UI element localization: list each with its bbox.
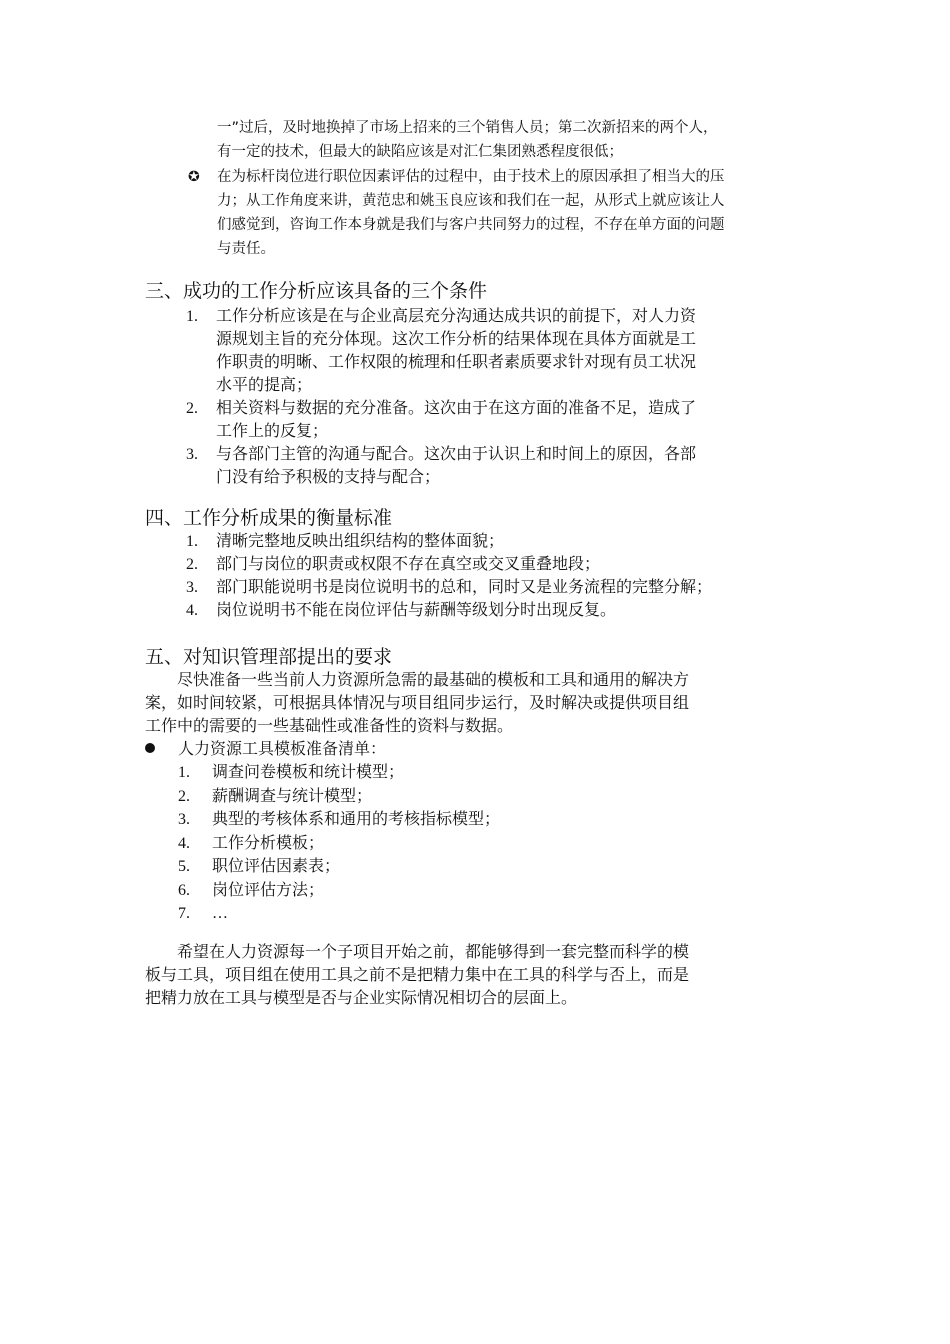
list-number: 5. xyxy=(178,858,190,875)
text-line: 门没有给予积极的支持与配合； xyxy=(216,469,441,486)
list-item xyxy=(186,576,816,599)
list-number: 2. xyxy=(186,400,198,417)
list-number: 3. xyxy=(186,446,198,463)
list-item-text: 岗位评估方法； xyxy=(212,881,325,899)
text-line: 希望在人力资源每一个子项目开始之前，都能够得到一套完整而科学的模 xyxy=(145,944,690,961)
bullet-dot-icon xyxy=(145,743,155,753)
text-line: 清晰完整地反映出组织结构的整体面貌； xyxy=(216,533,505,550)
list-number: 6. xyxy=(178,881,190,899)
continuation-paragraph xyxy=(217,117,807,164)
list-number: 2. xyxy=(178,787,190,805)
text-line: 作职责的明晰、工作权限的梳理和任职者素质要求针对现有员工状况 xyxy=(216,354,697,371)
text-line: 工作分析应该是在与企业高层充分沟通达成共识的前提下，对人力资 xyxy=(216,308,697,325)
text-line: 部门与岗位的职责或权限不存在真空或交叉重叠地段； xyxy=(216,556,601,573)
text-line: 与责任。 xyxy=(217,241,275,257)
list-item xyxy=(186,443,816,489)
star-bullet-icon: ✪ xyxy=(188,169,200,185)
text-line: 一”过后，及时地换掉了市场上招来的三个销售人员；第二次新招来的两个人， xyxy=(217,120,718,136)
text-line: 尽快准备一些当前人力资源所急需的最基础的模板和工具和通用的解决方 xyxy=(145,672,690,689)
list-item xyxy=(186,599,816,622)
list-number: 3. xyxy=(186,579,198,596)
text-line: 有一定的技术，但最大的缺陷应该是对汇仁集团熟悉程度很低； xyxy=(217,143,623,160)
list-item xyxy=(178,855,500,879)
text-line: 与各部门主管的沟通与配合。这次由于认识上和时间上的原因，各部 xyxy=(216,446,697,463)
list-item xyxy=(178,832,500,856)
list-item-text: … xyxy=(212,905,228,922)
list-number: 4. xyxy=(178,834,190,852)
text-line: 工作中的需要的一些基础性或准备性的资料与数据。 xyxy=(145,718,514,735)
section-heading: 五、对知识管理部提出的要求 xyxy=(145,647,393,668)
bullet-item xyxy=(145,738,386,761)
list-number: 1. xyxy=(186,533,198,550)
text-line: 板与工具，项目组在使用工具之前不是把精力集中在工具的科学与否上，而是 xyxy=(145,967,690,984)
closing-paragraph xyxy=(145,941,810,1010)
text-line: 们感觉到，咨询工作本身就是我们与客户共同努力的过程，不存在单方面的问题 xyxy=(217,217,725,233)
list-item-text: 调查问卷模板和统计模型； xyxy=(212,764,405,781)
text-line: 在为标杆岗位进行职位因素评估的过程中，由于技术上的原因承担了相当大的压 xyxy=(217,169,725,185)
text-line: 案，如时间较紧，可根据具体情况与项目组同步运行，及时解决或提供项目组 xyxy=(145,695,690,712)
text-line: 岗位说明书不能在岗位评估与薪酬等级划分时出现反复。 xyxy=(216,602,617,619)
text-line: 把精力放在工具与模型是否与企业实际情况相切合的层面上。 xyxy=(145,990,578,1007)
text-line: 工作上的反复； xyxy=(216,423,329,440)
list-number: 4. xyxy=(186,602,198,619)
list-item xyxy=(186,305,816,397)
list-item xyxy=(178,902,500,926)
section-heading: 四、工作分析成果的衡量标准 xyxy=(145,508,393,529)
list-item xyxy=(178,879,500,903)
text-line: 力；从工作角度来讲，黄范忠和姚玉良应该和我们在一起，从形式上就应该让人 xyxy=(217,193,725,209)
list-number: 7. xyxy=(178,905,190,922)
section-paragraph xyxy=(145,669,810,738)
numbered-list xyxy=(186,530,816,622)
list-item xyxy=(186,397,816,443)
list-item-text: 典型的考核体系和通用的考核指标模型； xyxy=(212,811,501,828)
text-line: 水平的提高； xyxy=(216,377,313,394)
list-item xyxy=(178,785,500,809)
list-item xyxy=(186,530,816,553)
list-item xyxy=(186,553,816,576)
list-number: 1. xyxy=(186,308,198,325)
list-item-text: 薪酬调查与统计模型； xyxy=(212,787,373,805)
list-item xyxy=(178,761,500,785)
list-number: 3. xyxy=(178,811,190,828)
text-line: 相关资料与数据的充分准备。这次由于在这方面的准备不足，造成了 xyxy=(216,400,697,417)
list-item xyxy=(178,808,500,832)
section-heading: 三、成功的工作分析应该具备的三个条件 xyxy=(145,281,488,302)
text-line: 部门职能说明书是岗位说明书的总和，同时又是业务流程的完整分解； xyxy=(216,579,713,596)
star-bullet-item xyxy=(188,165,808,261)
list-item-text: 工作分析模板； xyxy=(212,834,325,852)
tool-list xyxy=(178,761,500,926)
numbered-list xyxy=(186,305,816,489)
list-number: 2. xyxy=(186,556,198,573)
list-number: 1. xyxy=(178,764,190,781)
bullet-label: 人力资源工具模板准备清单： xyxy=(178,741,387,758)
list-item-text: 职位评估因素表； xyxy=(212,858,341,875)
text-line: 源规划主旨的充分体现。这次工作分析的结果体现在具体方面就是工 xyxy=(216,331,697,348)
